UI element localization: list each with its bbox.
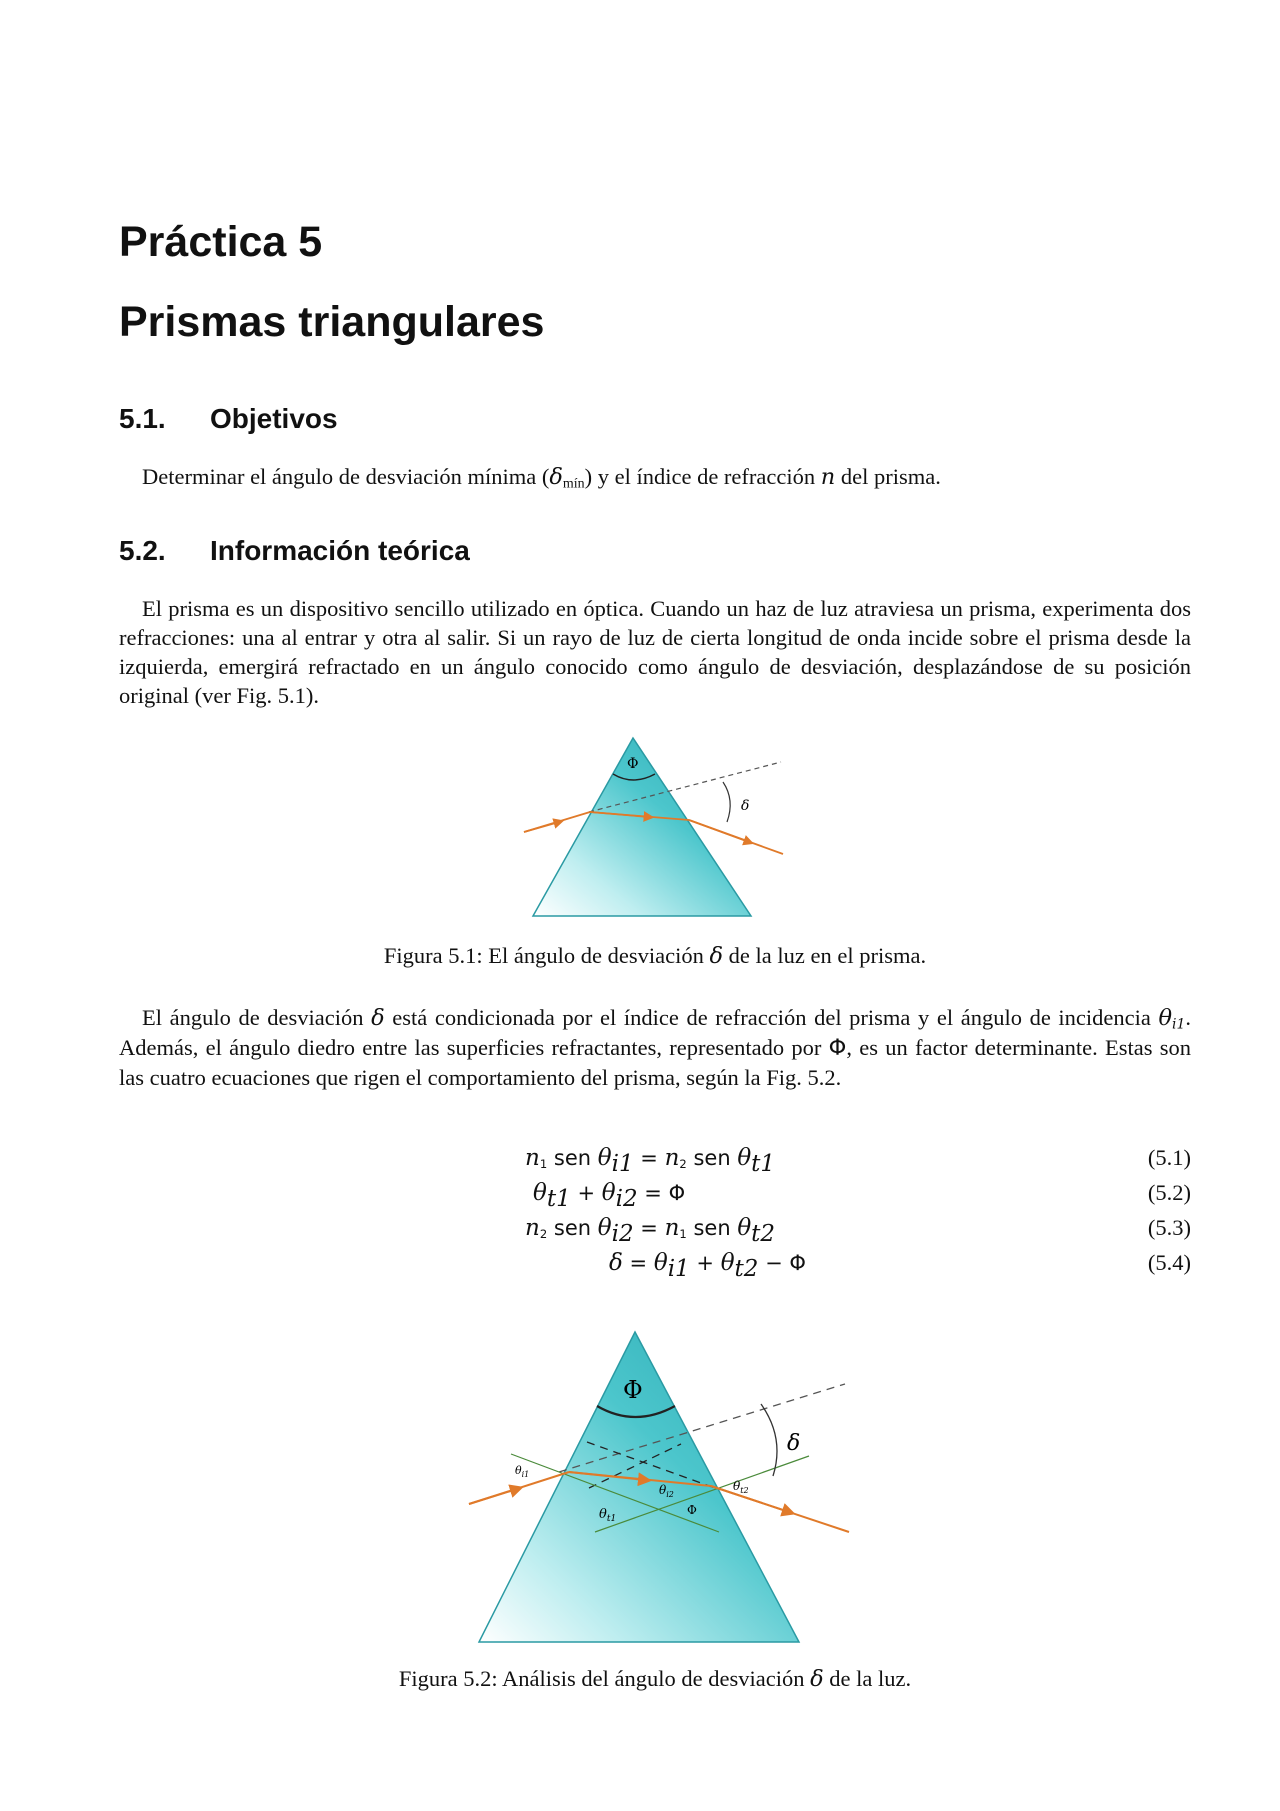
equation-5-1: $n_1$ sen $\theta_{i1} = n_2$ sen $\theta_{t1}$ (5.1) bbox=[525, 1145, 1191, 1177]
incident-arrow bbox=[524, 822, 559, 832]
section-title: Objetivos bbox=[210, 403, 338, 434]
equation-5-2: $\theta_{t1} + \theta_{i2} = \Phi$ (5.2) bbox=[533, 1180, 1191, 1212]
theory-paragraph: El prisma es un dispositivo sencillo utilizado en óptica. Cuando un haz de luz atraviesa un prisma, experimenta dos refracciones: una al entrar y otra al salir. Si un rayo de luz de cierta longitud de onda incide sobre el prisma desde la izquierda, emergirá refractado en un ángulo conocido como ángulo de desviación, desplazándose de su posición original (ver Fig. 5.1). bbox=[119, 596, 1191, 708]
section-objetivos bbox=[119, 405, 338, 433]
delta-arc bbox=[761, 1404, 777, 1476]
equation-5-4: $\delta = \theta_{i1} + \theta_{t2} - \Phi$ (5.4) bbox=[609, 1250, 1191, 1282]
figure-5-2-caption: Figura 5.2: Análisis del ángulo de desviación δ de la luz. bbox=[398, 1666, 912, 1692]
phi-label: Φ bbox=[627, 756, 639, 772]
delta-label: δ bbox=[787, 1431, 801, 1456]
document-page bbox=[119, 0, 1191, 1811]
figure-5-2 bbox=[119, 1320, 1191, 1650]
equation-5-3: $n_2$ sen $\theta_{i2} = n_1$ sen $\theta_{t2}$ (5.3) bbox=[525, 1215, 1191, 1247]
paragraph-2: El ángulo de desviación δ está condicionada por el índice de refracción del prisma y el ángulo de incidencia $\theta_{i1}$. Además, el ángulo diedro entre las superficies refractantes, representado por Φ, es un factor determinante. Estas son las cuatro ecuaciones que rigen el comportamiento del prisma, según la Fig. 5.2. bbox=[119, 1005, 1191, 1090]
equation-number: (5.2) bbox=[1147, 1180, 1191, 1205]
theta-i1-label: $\theta_{i1}$ bbox=[515, 1464, 530, 1479]
equation-number: (5.1) bbox=[1147, 1145, 1191, 1170]
section-informacion bbox=[119, 537, 470, 565]
section-number: 5.2. bbox=[119, 535, 166, 566]
equation-number: (5.3) bbox=[1147, 1215, 1191, 1240]
figure-5-1 bbox=[119, 730, 1191, 930]
theta-t2-label: $\theta_{t2}$ bbox=[733, 1479, 749, 1495]
section-number: 5.1. bbox=[119, 403, 166, 434]
phi-label: Φ bbox=[623, 1376, 643, 1404]
objective-text: Determinar el ángulo de desviación mínima $(\delta_{mín})$ y el índice de refracción n del prisma. bbox=[142, 464, 941, 492]
figure-5-1-caption: Figura 5.1: El ángulo de desviación δ de la luz en el prisma. bbox=[383, 943, 927, 969]
incident-arrow bbox=[469, 1489, 517, 1504]
chapter-title: Prismas triangulares bbox=[119, 298, 545, 346]
theta-i2-label: $\theta_{i2}$ bbox=[659, 1483, 674, 1499]
chapter-label: Práctica 5 bbox=[119, 218, 323, 266]
theta-t1-label: $\theta_{t1}$ bbox=[599, 1507, 617, 1524]
prism-shape bbox=[533, 738, 751, 916]
equation-number: (5.4) bbox=[1147, 1250, 1191, 1275]
delta-arc bbox=[723, 782, 730, 822]
delta-label: δ bbox=[741, 798, 750, 814]
phi-small-label: Φ bbox=[687, 1503, 697, 1517]
section-title: Información teórica bbox=[210, 535, 470, 566]
